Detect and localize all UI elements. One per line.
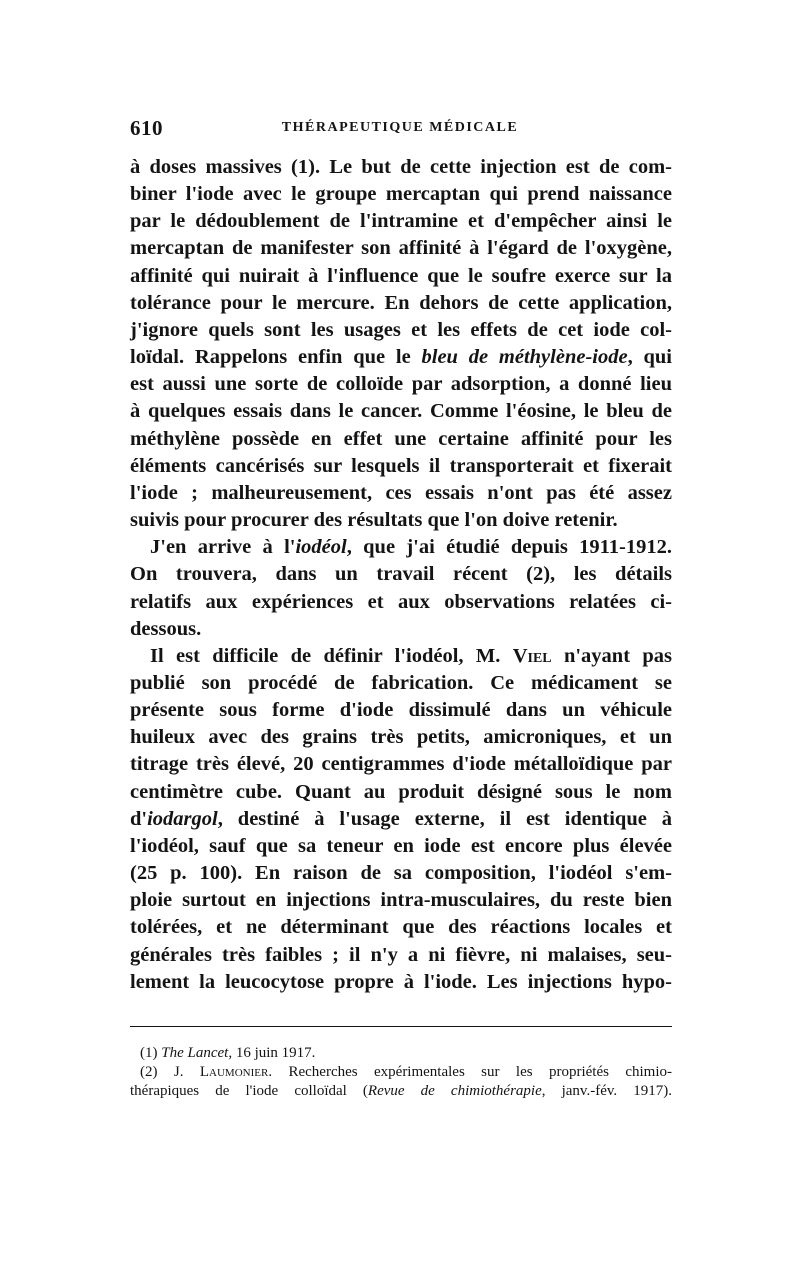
footnote-line [130, 1044, 672, 1063]
text-line [130, 724, 672, 751]
text-line [130, 235, 672, 262]
text-segment: à quelques essais dans le cancer. Comme l'éosine, le bleu de [130, 400, 672, 423]
text-segment: tolérance pour le mercure. En dehors de cette application, [130, 291, 672, 314]
text-line [130, 453, 672, 480]
text-segment: biner l'iode avec le groupe mercaptan qui prend naissance [130, 183, 672, 206]
text-segment: thérapiques de l'iode colloïdal ( [130, 1083, 368, 1099]
text-line [130, 344, 672, 371]
text-line [130, 751, 672, 778]
text-segment: lement la leucocytose propre à l'iode. Les injections hypo- [130, 970, 672, 993]
text-segment: , 16 juin 1917. [228, 1045, 316, 1061]
text-segment: huileux avec des grains très petits, amicroniques, et un [130, 726, 672, 749]
text-segment: présente sous forme d'iode dissimulé dans un véhicule [130, 699, 672, 722]
text-line [130, 806, 672, 833]
text-segment: publié son procédé de fabrication. Ce médicament se [130, 671, 672, 694]
text-segment: (25 p. 100). En raison de sa composition, l'iodéol s'em- [130, 862, 672, 885]
text-segment: Il est difficile de définir l'iodéol, M. [150, 644, 513, 667]
text-segment: à doses massives (1). Le but de cette injection est de com- [130, 156, 672, 178]
text-segment: relatifs aux expériences et aux observations relatées ci- [130, 590, 672, 613]
text-segment: méthylène possède en effet une certaine affinité pour les [130, 427, 672, 450]
text-segment: centimètre cube. Quant au produit désigné sous le nom [130, 780, 672, 803]
text-segment: l'iodéol, sauf que sa teneur en iode est encore plus élevée [130, 834, 672, 857]
running-title: THÉRAPEUTIQUE MÉDICALE [281, 120, 519, 135]
text-segment: loïdal. Rappelons enfin que le [130, 346, 422, 369]
text-segment: est aussi une sorte de colloïde par adsorption, a donné lieu [130, 373, 672, 396]
text-segment: l'iode ; malheureusement, ces essais n'ont pas été assez [130, 481, 672, 504]
italic-text: The Lancet [161, 1045, 229, 1061]
text-segment: dessous. [130, 617, 202, 640]
text-line [130, 670, 672, 697]
small-caps-text: Laumonier [199, 1064, 269, 1080]
text-line [130, 643, 672, 670]
text-segment: titrage très élevé, 20 centigrammes d'iode métalloïdique par [130, 753, 672, 776]
text-line [130, 887, 672, 914]
text-line [130, 371, 672, 398]
text-segment: tolérées, et ne déterminant que des réactions locales et [130, 916, 672, 939]
text-line [130, 154, 672, 181]
small-caps-text: Viel [512, 644, 552, 667]
footnote-rule [130, 1026, 672, 1027]
text-line [130, 426, 672, 453]
text-line [130, 616, 672, 643]
text-line [130, 534, 672, 561]
text-line [130, 398, 672, 425]
text-line [130, 697, 672, 724]
text-line [130, 561, 672, 588]
text-segment: , que j'ai étudié depuis 1911-1912. [346, 536, 672, 559]
body-text [130, 154, 672, 996]
text-line [130, 480, 672, 507]
text-line [130, 942, 672, 969]
text-segment: suivis pour procurer des résultats que l'on doive retenir. [130, 509, 618, 532]
text-segment: , janv.-fév. 1917). [541, 1083, 672, 1099]
footnote-line [130, 1063, 672, 1082]
text-line [130, 914, 672, 941]
footnotes [130, 1044, 672, 1101]
text-segment: mercaptan de manifester son affinité à l'égard de l'oxygène, [130, 237, 672, 260]
footnote-line [130, 1082, 672, 1101]
text-segment: . Recherches expérimentales sur les propriétés chimio- [268, 1064, 673, 1080]
text-line [130, 589, 672, 616]
text-line [130, 860, 672, 887]
italic-text: iodargol [147, 807, 218, 830]
text-line [130, 779, 672, 806]
text-line [130, 290, 672, 317]
text-segment: par le dédoublement de l'intramine et d'empêcher ainsi le [130, 210, 672, 233]
italic-text: iodéol [295, 536, 347, 559]
text-line [130, 263, 672, 290]
text-line [130, 317, 672, 344]
text-segment: j'ignore quels sont les usages et les effets de cet iode col- [130, 318, 672, 341]
text-line [130, 969, 672, 996]
text-line [130, 181, 672, 208]
text-segment: éléments cancérisés sur lesquels il transporterait et fixerait [130, 454, 672, 477]
text-line [130, 833, 672, 860]
text-segment: ploie surtout en injections intra-musculaires, du reste bien [130, 889, 672, 912]
text-segment: On trouvera, dans un travail récent (2), les détails [130, 563, 672, 586]
text-segment: affinité qui nuirait à l'influence que le soufre exerce sur la [130, 264, 672, 287]
text-segment: n'ayant pas [551, 644, 672, 667]
text-segment: (1) [140, 1045, 162, 1061]
page-number: 610 [130, 116, 163, 140]
text-segment: , destiné à l'usage externe, il est identique à [217, 807, 672, 830]
text-segment: générales très faibles ; il n'y a ni fièvre, ni malaises, seu- [130, 943, 672, 966]
text-segment: J'en arrive à l' [150, 536, 296, 559]
text-segment: , qui [627, 346, 673, 369]
italic-text: Revue de chimiothérapie [367, 1083, 542, 1099]
page-header [130, 116, 670, 140]
italic-text: bleu de méthylène-iode [421, 346, 628, 369]
text-segment: (2) J. [140, 1064, 200, 1080]
text-line [130, 208, 672, 235]
text-line [130, 507, 672, 534]
text-segment: d' [130, 807, 148, 830]
